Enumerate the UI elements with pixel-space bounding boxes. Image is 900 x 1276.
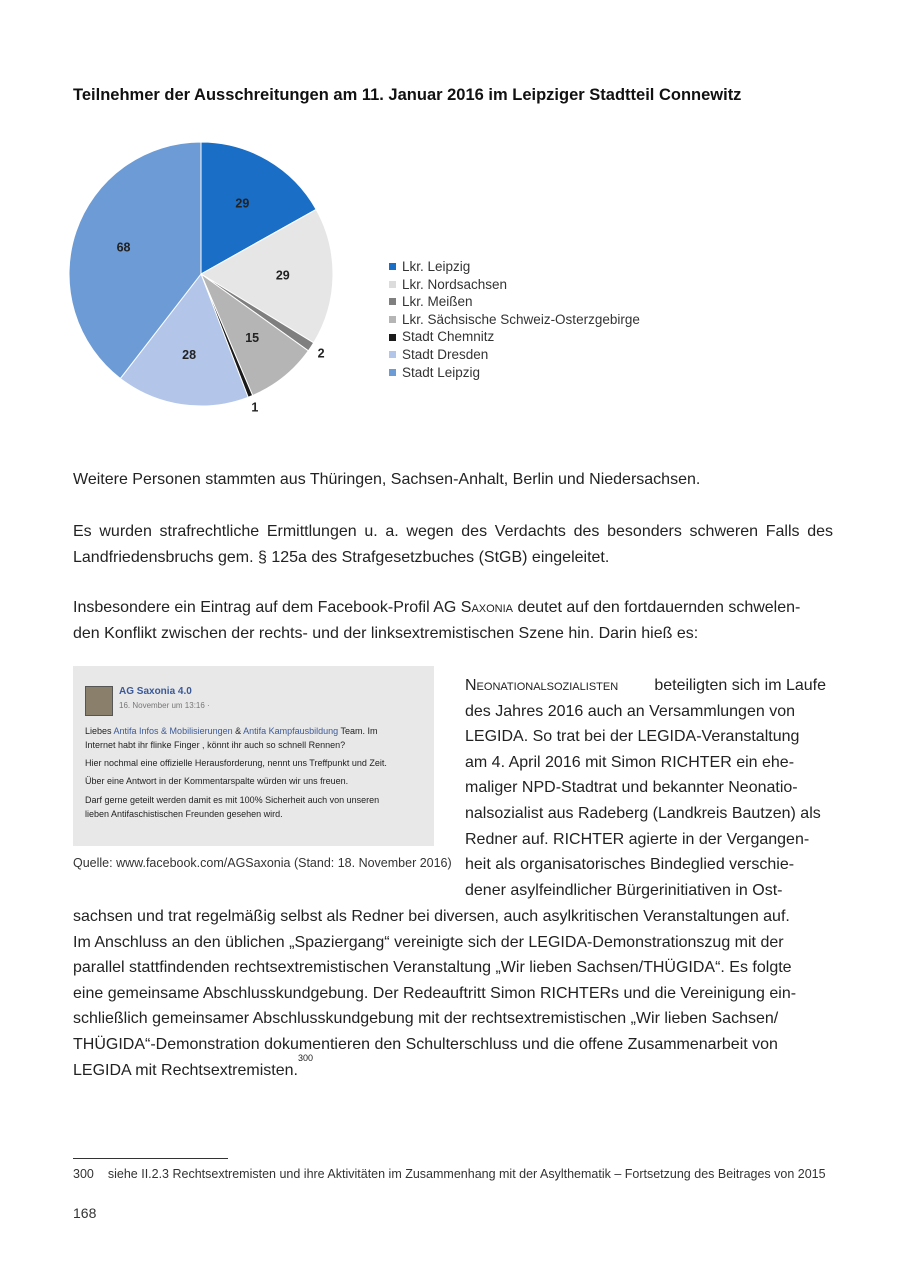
- image-caption: Quelle: www.facebook.com/AGSaxonia (Stand: 18. November 2016): [73, 856, 452, 870]
- legend-swatch: [389, 281, 396, 288]
- post-line-1: Liebes Antifa Infos & Mobilisierungen & Antifa Kampfausbildung Team. Im: [85, 726, 378, 736]
- post-line-6: lieben Antifaschistischen Freunden gesehen wird.: [85, 809, 283, 819]
- chart-legend: [389, 258, 640, 381]
- post-date: 16. November um 13:16 ·: [119, 701, 210, 710]
- post-line-3: Hier nochmal eine offizielle Herausforderung, nennt uns Treffpunkt und Zeit.: [85, 758, 387, 768]
- post-line-4: Über eine Antwort in der Kommentarspalte würden wir uns freuen.: [85, 776, 349, 786]
- pie-chart: [60, 135, 360, 425]
- legend-label: Stadt Chemnitz: [402, 329, 495, 345]
- legend-item-6: [389, 364, 640, 382]
- footnote-divider: [73, 1158, 228, 1159]
- pie-label-2: 2: [317, 346, 325, 361]
- facebook-post-screenshot: [73, 666, 434, 846]
- post-line-5: Darf gerne geteilt werden damit es mit 100% Sicherheit auch von unseren: [85, 795, 380, 805]
- pie-label-6: 68: [116, 240, 131, 255]
- pie-label-4: 1: [251, 400, 259, 415]
- paragraph-facebook-entry: Insbesondere ein Eintrag auf dem Facebook-Profil AG Saxonia deutet auf den fortdauernden schwelen- den Konflikt zwischen der rechts- und der linksextremistischen Szene hin. Darin hieß es:: [73, 599, 801, 642]
- legend-item-5: [389, 346, 640, 364]
- profile-avatar: [85, 686, 113, 716]
- legend-label: Lkr. Leipzig: [402, 259, 471, 274]
- paragraph-other-states: Weitere Personen stammten aus Thüringen, Sachsen-Anhalt, Berlin und Niedersachsen.: [73, 471, 701, 488]
- chart-title: Teilnehmer der Ausschreitungen am 11. Januar 2016 im Leipziger Stadtteil Connewitz: [73, 86, 742, 104]
- legend-swatch: [389, 263, 396, 270]
- legend-label: Stadt Dresden: [402, 346, 489, 362]
- legend-label: Lkr. Sächsische Schweiz-Osterzgebirge: [402, 311, 640, 327]
- footnote-reference: 300: [297, 1052, 313, 1063]
- legend-swatch: [389, 351, 396, 358]
- legend-swatch: [389, 316, 396, 323]
- legend-swatch: [389, 334, 396, 341]
- legend-swatch: [389, 298, 396, 305]
- legend-item-0: [389, 258, 640, 276]
- legend-item-2: [389, 293, 640, 311]
- legend-item-3: [389, 311, 640, 329]
- paragraph-legida-continued: sachsen und trat regelmäßig selbst als Redner bei diversen, auch asylkritischen Veranstaltungen auf. Im Anschluss an den üblichen „Spaziergang“ vereinigte sich der LEGIDA-Demonstrationszug mit der parallel stattfindenden rechtsextremistischen Veranstaltung „Wir lieben Sachsen/THÜGIDA“. Es folgte eine gemeinsame Abschlusskundgebung. Der Redeauftritt Simon RICHTERs und die Vereinigung ein- schließlich gemeinsamer Abschlusskundgebung mit der rechtsextremistischen „Wir lieben Sachsen/ THÜGIDA“-Demonstration dokumentieren den Schulterschluss und die offene Zusammenarbeit von LEGIDA mit Rechtsextremisten. 300: [73, 904, 826, 1083]
- footnote: 300 siehe II.2.3 Rechtsextremisten und ihre Aktivitäten im Zusammenhang mit der Asylthematik – Fortsetzung des Beitrages von 2015: [73, 1167, 826, 1181]
- post-line-2: Internet habt ihr flinke Finger , könnt ihr auch so schnell Rennen?: [85, 740, 346, 750]
- legend-item-1: [389, 276, 640, 294]
- legend-label: Lkr. Meißen: [402, 294, 473, 310]
- legend-swatch: [389, 369, 396, 376]
- page-number: 168: [73, 1205, 97, 1221]
- pie-label-3: 15: [245, 330, 260, 345]
- legend-item-4: [389, 328, 640, 346]
- pie-label-5: 28: [182, 347, 197, 362]
- paragraph-investigation: Es wurden strafrechtliche Ermittlungen u. a. wegen des Verdachts des besonders schweren Falls des Landfriedensbruchs gem. § 125a des Strafgesetzbuches (StGB) eingeleitet.: [73, 523, 833, 566]
- legend-label: Lkr. Nordsachsen: [402, 276, 508, 292]
- pie-label-0: 29: [235, 196, 250, 211]
- post-author: AG Saxonia 4.0: [119, 686, 192, 697]
- pie-label-1: 29: [275, 268, 290, 283]
- legend-label: Stadt Leipzig: [402, 364, 481, 380]
- paragraph-legida-column: Neonationalsozialisten beteiligten sich im Laufe des Jahres 2016 auch an Versammlungen von LEGIDA. So trat bei der LEGIDA-Veranstaltung am 4. April 2016 mit Simon RICHTER ein ehe- maliger NPD-Stadtrat und bekannter Neonatio- nalsozialist aus Radeberg (Landkreis Bautzen) als Redner auf. RICHTER agierte in der Vergangen- heit als organisatorisches Bindeglied verschie- dener asylfeindlicher Bürgerinitiativen in Ost-: [465, 677, 826, 899]
